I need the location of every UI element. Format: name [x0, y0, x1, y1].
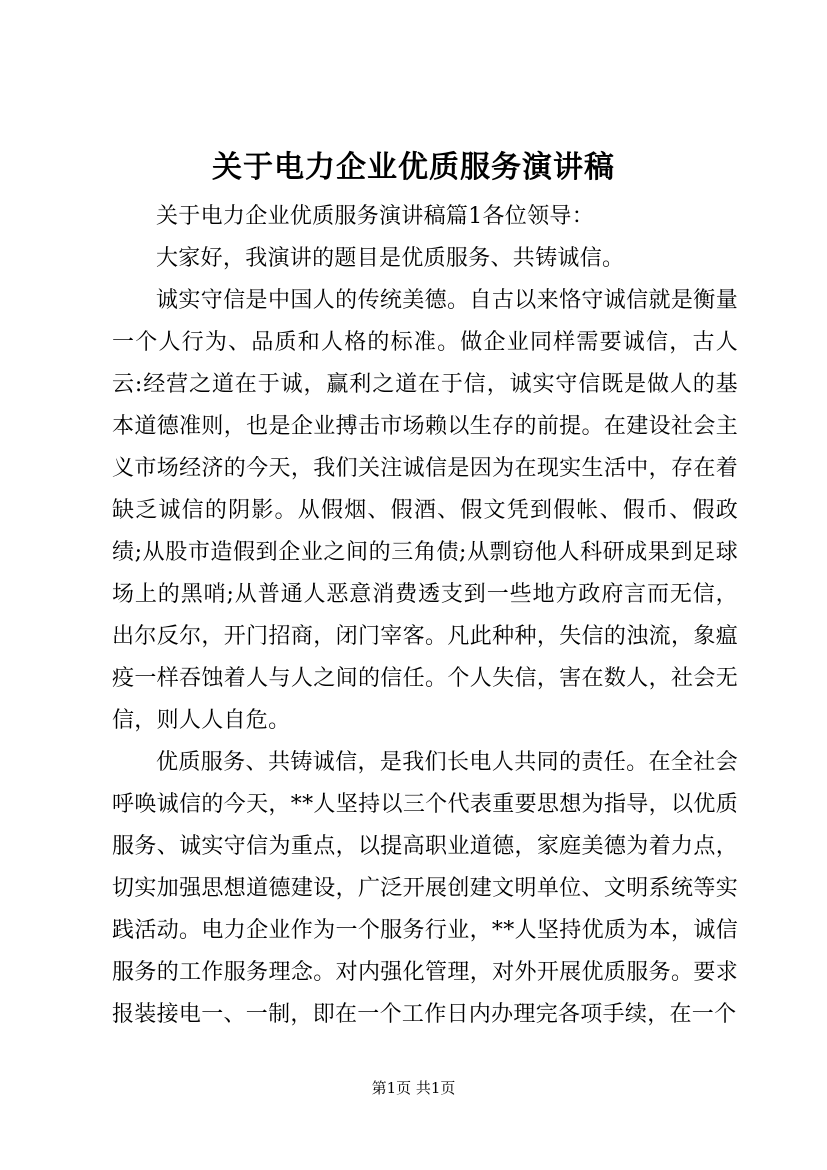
paragraph-integrity: 诚实守信是中国人的传统美德。自古以来恪守诚信就是衡量一个人行为、品质和人格的标准。做企业同样需要诚信，古人云:经营之道在于诚，赢利之道在于信，诚实守信既是做人的基本道德准则，也是企业搏击市场赖以生存的前提。在建设社会主义市场经济的今天，我们关注诚信是因为在现实生活中，存在着缺乏诚信的阴影。从假烟、假酒、假文凭到假帐、假币、假政绩;从股市造假到企业之间的三角债;从剽窃他人科研成果到足球场上的黑哨;从普通人恶意消费透支到一些地方政府言而无信，出尔反尔，开门招商，闭门宰客。凡此种种，失信的浊流，象瘟疫一样吞蚀着人与人之间的信任。个人失信，害在数人，社会无信，则人人自危。: [112, 288, 738, 733]
page-footer: 第1页 共1页: [371, 1079, 456, 1097]
document-body: [112, 196, 738, 1036]
paragraph-service: 优质服务、共铸诚信，是我们长电人共同的责任。在全社会呼唤诚信的今天，**人坚持以三个代表重要思想为指导，以优质服务、诚实守信为重点，以提高职业道德，家庭美德为着力点，切实加强思想道德建设，广泛开展创建文明单位、文明系统等实践活动。电力企业作为一个服务行业，**人坚持优质为本，诚信服务的工作服务理念。对内强化管理，对外开展优质服务。要求报装接电一、一制，即在一个工作日内办理完各项手续，在一个: [112, 750, 738, 1027]
document-title: 关于电力企业优质服务演讲稿: [212, 150, 615, 185]
paragraph-greeting: 大家好，我演讲的题目是优质服务、共铸诚信。: [156, 246, 625, 271]
paragraph-intro: 关于电力企业优质服务演讲稿篇1各位领导：: [156, 204, 594, 229]
